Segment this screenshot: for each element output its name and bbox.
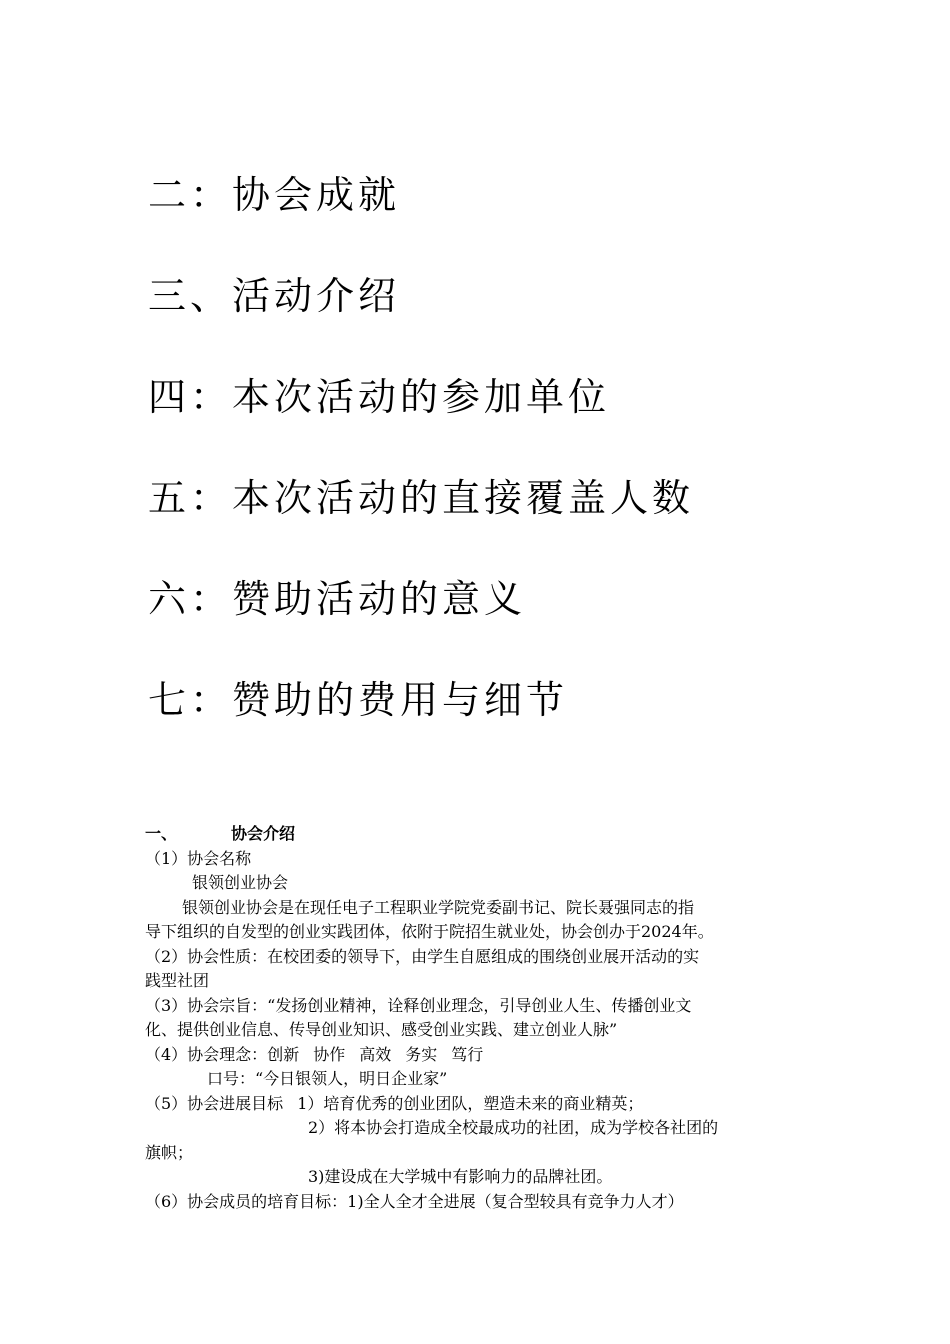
- tenet-line-1: （3）协会宗旨：“发扬创业精神，诠释创业理念，引导创业人生、传播创业文: [145, 995, 692, 1015]
- section-heading: [145, 822, 815, 847]
- idea-label: （4）协会理念：: [145, 1044, 268, 1064]
- goal-line-3: 3)建设成在大学城中有影响力的品牌社团。: [308, 1167, 613, 1186]
- goal-line-2-continued: 旗帜；: [145, 1142, 194, 1162]
- toc-item-achievements: 二：协会成就: [148, 173, 401, 217]
- goal-label: （5）协会进展目标: [145, 1093, 284, 1113]
- association-intro-section: [145, 822, 815, 1214]
- name-label: （1）协会名称: [145, 848, 252, 868]
- slogan-line: 口号：“今日银领人，明日企业家”: [207, 1069, 448, 1088]
- goal-line-2: 2）将本协会打造成全校最成功的社团，成为学校各社团的: [308, 1118, 719, 1137]
- name-value: 银领创业协会: [192, 873, 289, 892]
- toc-item-coverage: 五：本次活动的直接覆盖人数: [148, 476, 695, 520]
- section-number: 一、: [145, 824, 178, 843]
- member-goal-line: （6）协会成员的培育目标：1)全人全才全进展（复合型较具有竞争力人才）: [145, 1191, 684, 1211]
- section-title: 协会介绍: [231, 824, 296, 843]
- nature-line-2: 践型社团: [145, 971, 210, 990]
- toc-item-costs: 七：赞助的费用与细节: [148, 678, 569, 722]
- idea-value: 务实: [405, 1044, 438, 1064]
- idea-value: 笃行: [451, 1044, 484, 1064]
- idea-line: [145, 1043, 815, 1068]
- goal-line-1: [145, 1092, 815, 1117]
- goal-1: 1）培育优秀的创业团队，塑造未来的商业精英；: [297, 1093, 644, 1113]
- intro-line-1: 银领创业协会是在现任电子工程职业学院党委副书记、院长聂强同志的指: [182, 897, 695, 917]
- toc-item-participants: 四：本次活动的参加单位: [148, 375, 611, 419]
- idea-value: 创新: [267, 1044, 300, 1064]
- tenet-line-2: 化、提供创业信息、传导创业知识、感受创业实践、建立创业人脉”: [145, 1020, 618, 1039]
- idea-value: 协作: [313, 1044, 346, 1064]
- nature-line-1: （2）协会性质：在校团委的领导下，由学生自愿组成的围绕创业展开活动的实: [145, 946, 700, 966]
- intro-line-2: 导下组织的自发型的创业实践团体，依附于院招生就业处，协会创办于2024年。: [145, 922, 714, 941]
- toc-item-activity-intro: 三、活动介绍: [148, 274, 401, 318]
- toc-item-significance: 六：赞助活动的意义: [148, 577, 527, 621]
- idea-value: 高效: [359, 1044, 392, 1064]
